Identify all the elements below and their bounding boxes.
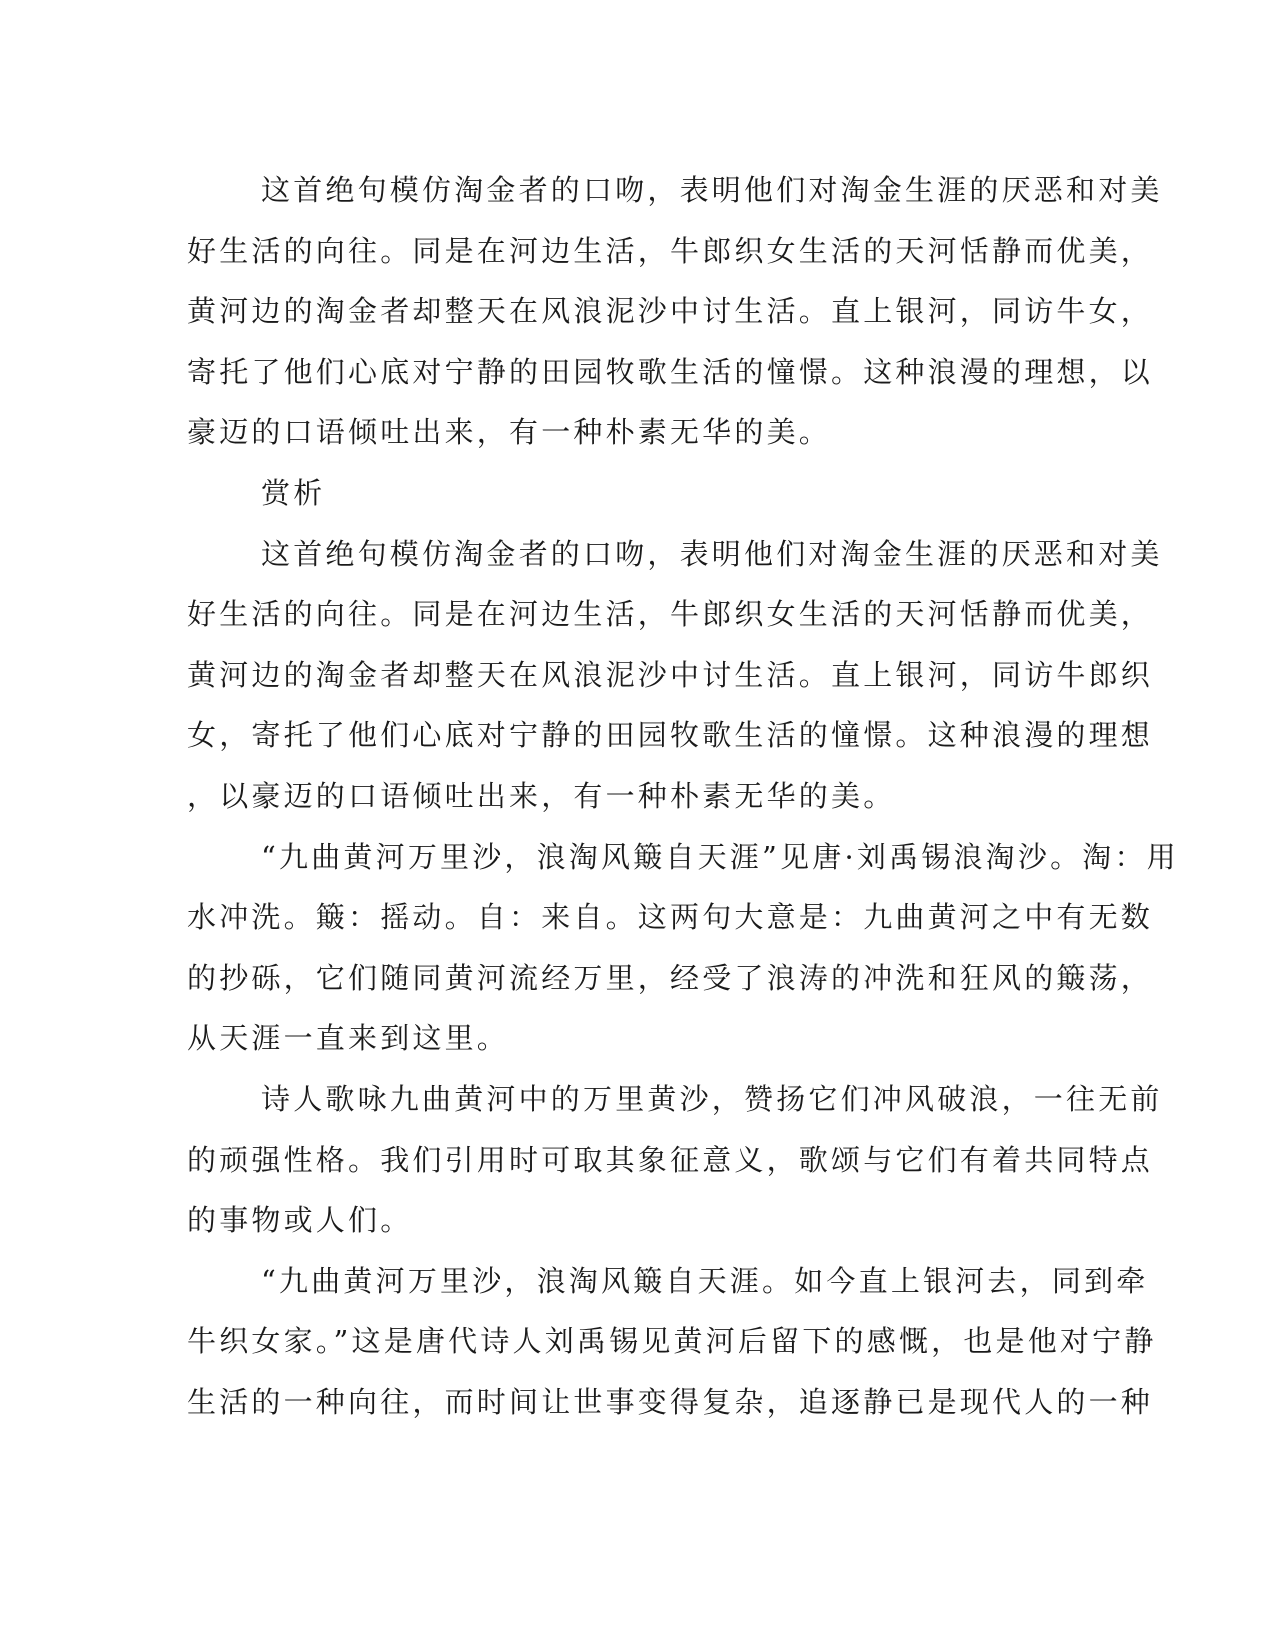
text-line: 女，寄托了他们心底对宁静的田园牧歌生活的憧憬。这种浪漫的理想: [187, 718, 1154, 753]
text-line: 这首绝句模仿淘金者的口吻，表明他们对淘金生涯的厌恶和对美: [261, 173, 1163, 207]
text-line: 从天涯一直来到这里。: [187, 1021, 510, 1056]
text-line: 好生活的向往。同是在河边生活，牛郎织女生活的天河恬静而优美，: [187, 233, 1154, 268]
text-line: 诗人歌咏九曲黄河中的万里黄沙，赞扬它们冲风破浪，一往无前: [261, 1081, 1163, 1116]
text-line: ，以豪迈的口语倾吐出来，有一种朴素无华的美。: [187, 778, 896, 813]
text-line: 这首绝句模仿淘金者的口吻，表明他们对淘金生涯的厌恶和对美: [261, 536, 1163, 571]
paragraph-praise: [187, 1069, 1163, 1251]
section-heading: 赏析: [261, 475, 326, 510]
text-line: 生活的一种向往，而时间让世事变得复杂，追逐静已是现代人的一种: [187, 1384, 1154, 1419]
text-line: 牛织女家。”这是唐代诗人刘禹锡见黄河后留下的感慨，也是他对宁静: [187, 1324, 1157, 1359]
paragraph-appreciation: [187, 524, 1163, 827]
text-line: 好生活的向往。同是在河边生活，牛郎织女生活的天河恬静而优美，: [187, 597, 1154, 632]
text-line: 黄河边的淘金者却整天在风浪泥沙中讨生活。直上银河，同访牛女，: [187, 294, 1154, 329]
text-line: “九曲黄河万里沙，浪淘风簸自天涯”见唐·刘禹锡浪淘沙。淘：用: [261, 839, 1179, 874]
text-line: 的抄砾，它们随同黄河流经万里，经受了浪涛的冲洗和狂风的簸荡，: [187, 960, 1154, 995]
text-line: 的顽强性格。我们引用时可取其象征意义，歌颂与它们有着共同特点: [187, 1142, 1154, 1177]
text-line: 黄河边的淘金者却整天在风浪泥沙中讨生活。直上银河，同访牛郎织: [187, 657, 1154, 692]
paragraph-reflection: [187, 1251, 1157, 1433]
text-line: 的事物或人们。: [187, 1203, 413, 1238]
text-line: 寄托了他们心底对宁静的田园牧歌生活的憧憬。这种浪漫的理想，以: [187, 354, 1154, 389]
section-heading-appreciation: [187, 463, 1067, 524]
text-line: 水冲洗。簸：摇动。自：来自。这两句大意是：九曲黄河之中有无数: [187, 900, 1154, 935]
text-line: “九曲黄河万里沙，浪淘风簸自天涯。如今直上银河去，同到牵: [261, 1263, 1149, 1298]
text-line: 豪迈的口语倾吐出来，有一种朴素无华的美。: [187, 415, 832, 450]
paragraph-intro: [187, 160, 1163, 463]
document-body: [187, 160, 1179, 1432]
paragraph-annotation: [187, 827, 1179, 1069]
